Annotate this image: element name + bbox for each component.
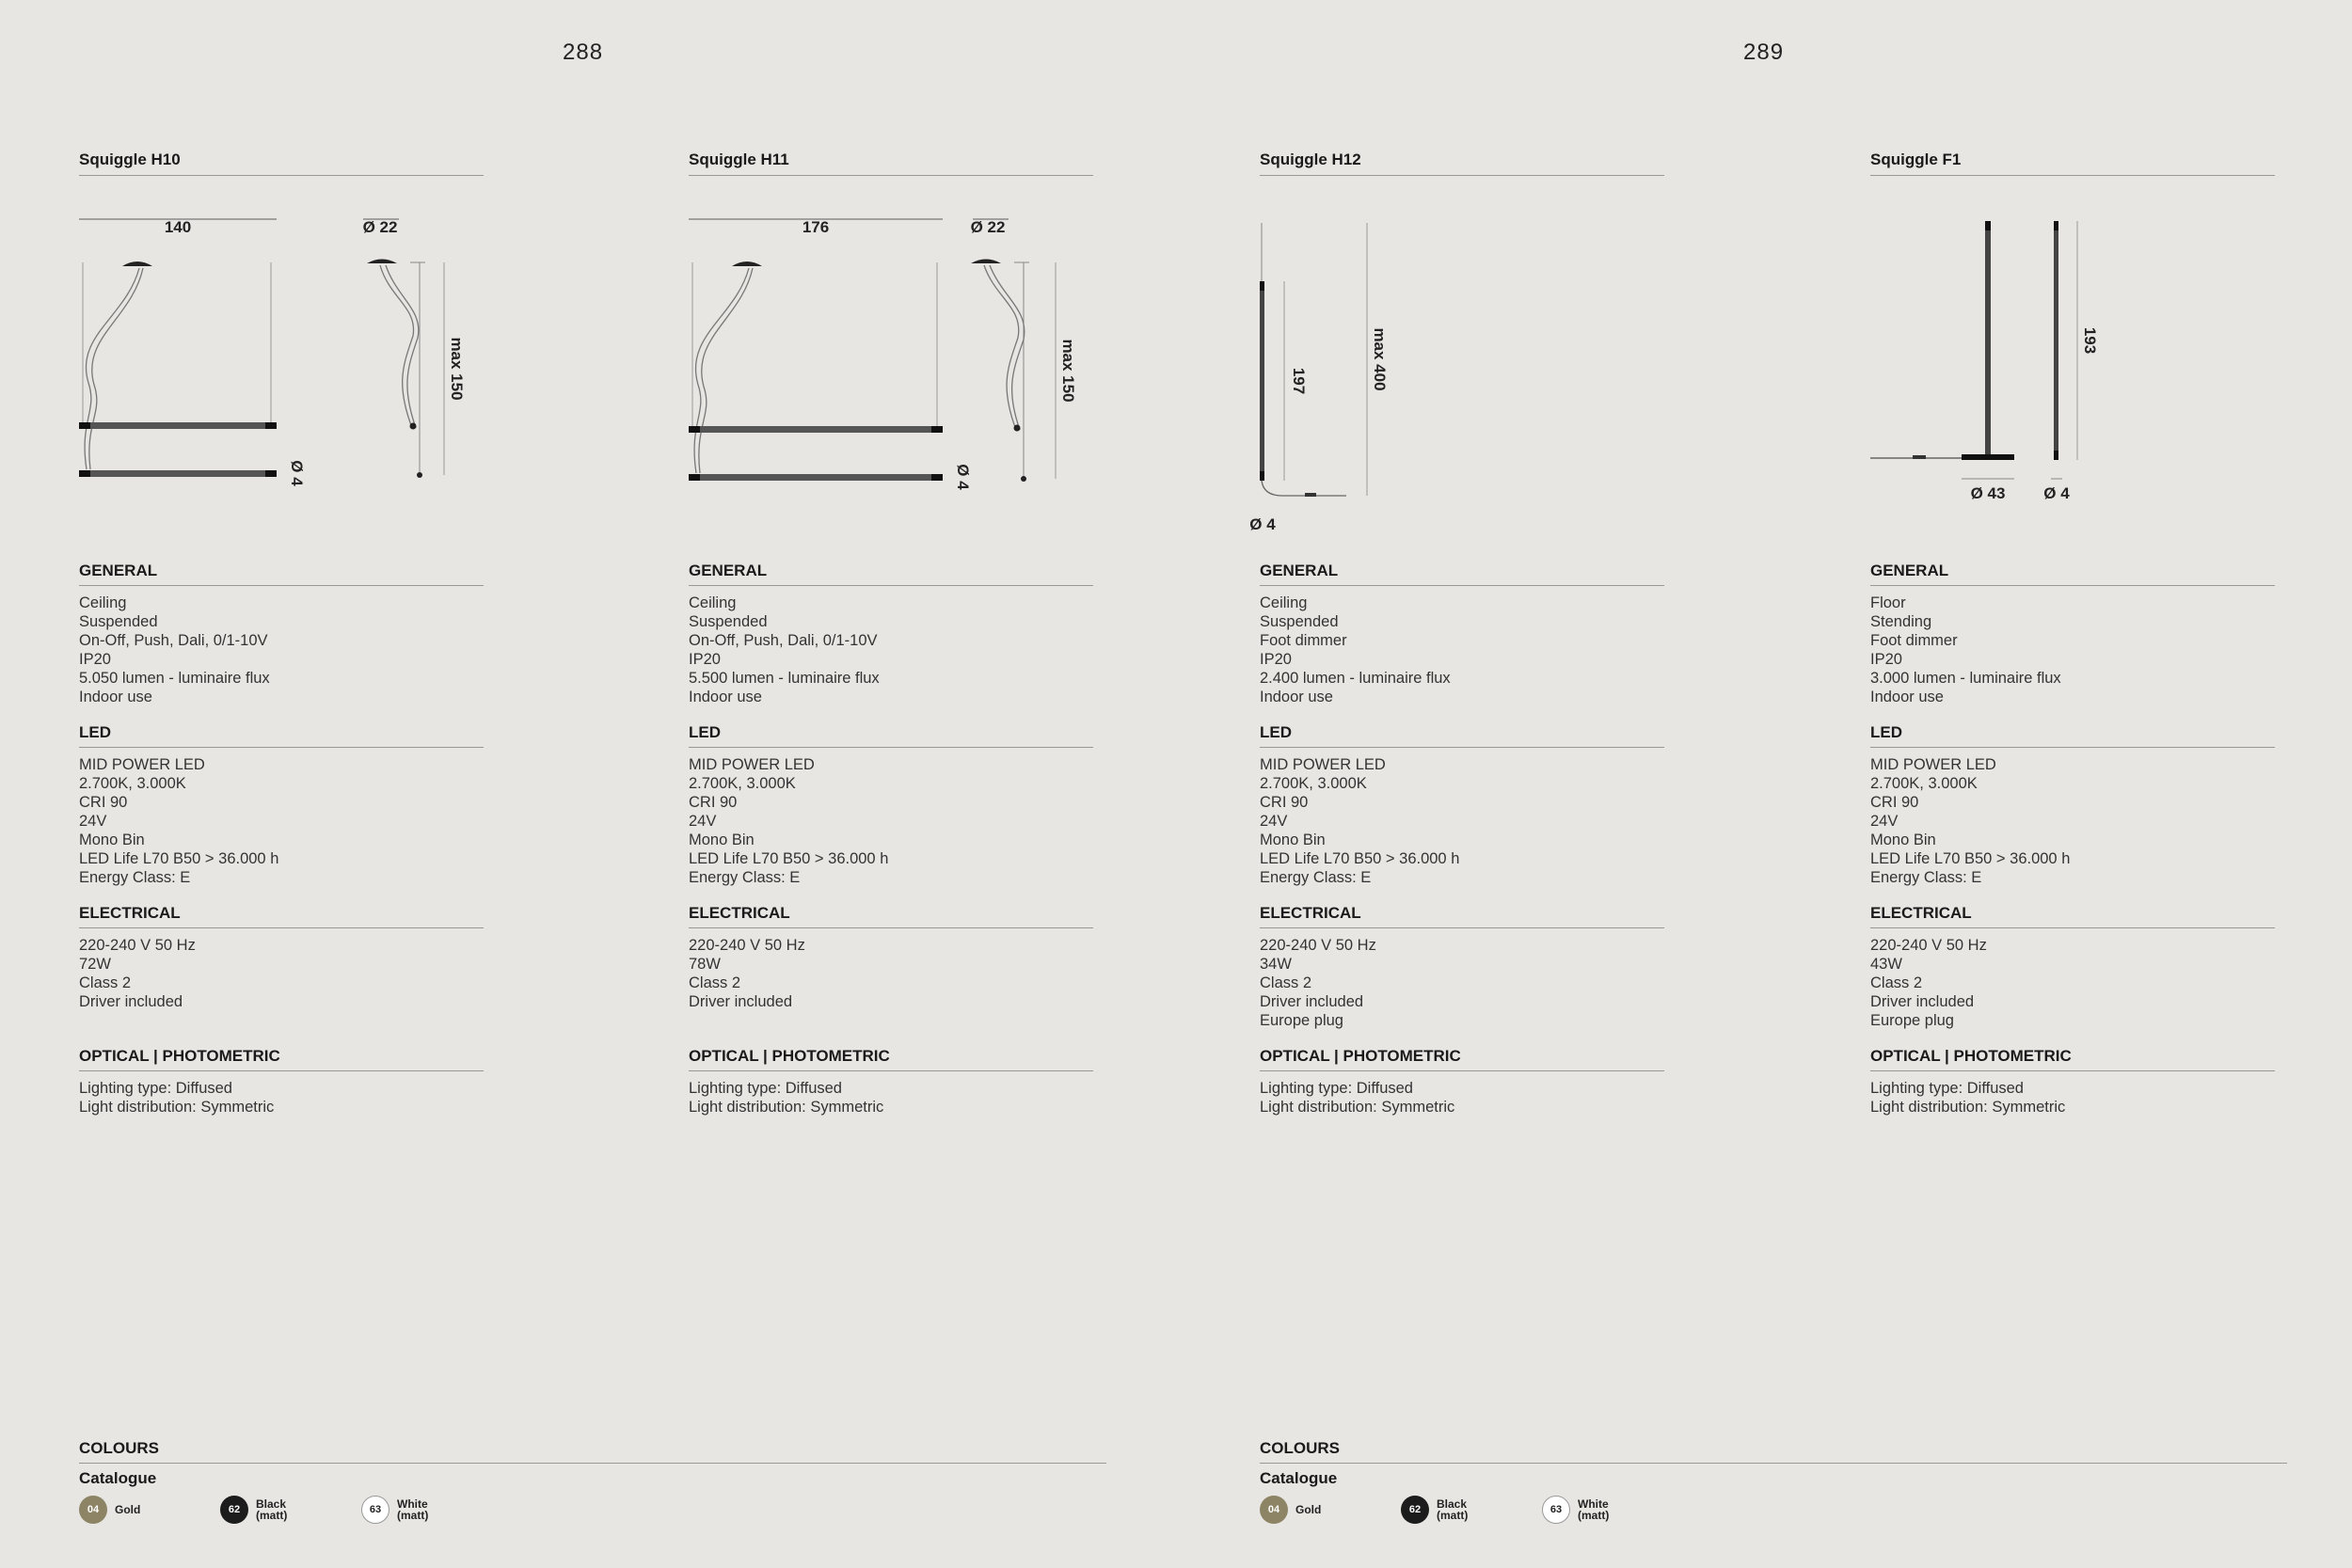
spec-line: Class 2 (689, 974, 741, 991)
section-optical (79, 1047, 484, 1117)
section-heading: GENERAL (689, 562, 1093, 586)
section-heading: OPTICAL | PHOTOMETRIC (1870, 1047, 2275, 1071)
spec-line: MID POWER LED (1870, 756, 1996, 773)
section-heading: GENERAL (1260, 562, 1664, 586)
colour-swatches (1260, 1496, 2287, 1524)
spec-line: Mono Bin (1260, 832, 1326, 848)
section-optical (689, 1047, 1093, 1117)
spec-line: 24V (1870, 813, 1899, 830)
tube-diameter: Ø 4 (2043, 484, 2070, 502)
spec-line: Ceiling (1260, 594, 1308, 611)
spec-line: CRI 90 (1260, 794, 1309, 811)
canopy-diameter: Ø 22 (970, 218, 1006, 236)
product-column (79, 150, 484, 1133)
section-led (1870, 723, 2275, 887)
spec-line: Suspended (689, 613, 768, 630)
colours-section (79, 1439, 1106, 1524)
spec-line: Driver included (79, 993, 183, 1010)
spec-line: IP20 (79, 651, 111, 668)
spec-line: Driver included (1870, 993, 1975, 1010)
spec-line: 220-240 V 50 Hz (79, 937, 196, 954)
section-general (1870, 562, 2275, 706)
spec-line: 72W (79, 956, 111, 973)
technical-drawing (1249, 176, 1664, 562)
section-heading: GENERAL (79, 562, 484, 586)
spec-line: Lighting type: Diffused (79, 1080, 232, 1097)
spec-line: Light distribution: Symmetric (1870, 1099, 2066, 1116)
tube-diameter: Ø 4 (288, 460, 306, 486)
spec-line: 2.700K, 3.000K (1870, 775, 1978, 792)
spec-line: LED Life L70 B50 > 36.000 h (1870, 850, 2071, 867)
dimension-drawing-h10 (79, 176, 484, 562)
spec-line: Driver included (689, 993, 793, 1010)
section-electrical (1260, 904, 1664, 1030)
technical-drawing (1870, 176, 2275, 562)
section-heading: ELECTRICAL (1870, 904, 2275, 928)
swatch-label: Black (matt) (256, 1497, 288, 1522)
spec-line: Lighting type: Diffused (1260, 1080, 1413, 1097)
section-heading: LED (1260, 723, 1664, 748)
spec-line: Indoor use (689, 689, 762, 705)
spec-line: Lighting type: Diffused (1870, 1080, 2024, 1097)
swatch-dot: 63 (361, 1496, 389, 1524)
spec-line: CRI 90 (1870, 794, 1919, 811)
section-heading: LED (79, 723, 484, 748)
spec-line: Floor (1870, 594, 1906, 611)
swatch-white (1542, 1496, 1683, 1524)
spec-line: Light distribution: Symmetric (689, 1099, 884, 1116)
swatch-dot: 62 (1401, 1496, 1429, 1524)
colours-heading: COLOURS (79, 1439, 1106, 1464)
spec-line: 24V (1260, 813, 1288, 830)
spec-line: 24V (689, 813, 717, 830)
swatch-label: White (matt) (397, 1497, 429, 1522)
swatch-dot: 63 (1542, 1496, 1570, 1524)
section-heading: GENERAL (1870, 562, 2275, 586)
technical-drawing (79, 176, 484, 562)
spec-line: IP20 (1260, 651, 1292, 668)
spec-line: MID POWER LED (79, 756, 205, 773)
spec-line: MID POWER LED (1260, 756, 1386, 773)
swatch-dot: 62 (220, 1496, 248, 1524)
dimension-drawing-f1 (1870, 176, 2275, 562)
section-heading: ELECTRICAL (689, 904, 1093, 928)
spec-line: Mono Bin (689, 832, 755, 848)
dimension-drawing-h11 (689, 176, 1093, 562)
swatch-label: Black (matt) (1437, 1497, 1469, 1522)
section-optical (1870, 1047, 2275, 1117)
spec-line: 5.050 lumen - luminaire flux (79, 670, 270, 687)
colours-section (1260, 1439, 2287, 1524)
section-led (79, 723, 484, 887)
height-dimension: max 150 (1059, 339, 1077, 403)
colours-heading: COLOURS (1260, 1439, 2287, 1464)
base-diameter: Ø 43 (1970, 484, 2006, 502)
section-heading: LED (689, 723, 1093, 748)
product-column (1249, 150, 1664, 1133)
spec-line: IP20 (689, 651, 721, 668)
technical-drawing (689, 176, 1093, 562)
spec-line: Ceiling (689, 594, 737, 611)
spec-line: 2.700K, 3.000K (689, 775, 796, 792)
spec-line: Class 2 (1870, 974, 1923, 991)
spec-line: Class 2 (1260, 974, 1312, 991)
section-optical (1260, 1047, 1664, 1117)
section-general (689, 562, 1093, 706)
spec-line: On-Off, Push, Dali, 0/1-10V (79, 632, 268, 649)
swatch-gold (79, 1496, 220, 1524)
spec-line: 2.400 lumen - luminaire flux (1260, 670, 1451, 687)
swatch-label: White (matt) (1578, 1497, 1610, 1522)
spec-line: Energy Class: E (689, 869, 801, 886)
section-heading: OPTICAL | PHOTOMETRIC (689, 1047, 1093, 1071)
swatch-gold (1260, 1496, 1401, 1524)
swatch-dot: 04 (1260, 1496, 1288, 1524)
spec-line: Light distribution: Symmetric (79, 1099, 275, 1116)
canopy-diameter: Ø 22 (362, 218, 398, 236)
product-title: Squiggle H11 (689, 150, 1093, 176)
spec-line: 220-240 V 50 Hz (1870, 937, 1987, 954)
height-dimension: 193 (2081, 326, 2099, 355)
width-dimension: 176 (802, 218, 830, 236)
spec-line: Suspended (79, 613, 158, 630)
spec-line: Mono Bin (79, 832, 145, 848)
spec-line: LED Life L70 B50 > 36.000 h (1260, 850, 1460, 867)
spec-line: Energy Class: E (79, 869, 191, 886)
spec-line: 34W (1260, 956, 1292, 973)
height-dimension: max 400 (1371, 327, 1389, 391)
spec-line: Suspended (1260, 613, 1339, 630)
spec-line: 2.700K, 3.000K (79, 775, 186, 792)
spec-line: CRI 90 (79, 794, 128, 811)
section-general (1260, 562, 1664, 706)
spec-line: Mono Bin (1870, 832, 1936, 848)
catalogue-label: Catalogue (79, 1469, 157, 1487)
swatch-black (1401, 1496, 1542, 1524)
tube-diameter: Ø 4 (1249, 515, 1276, 533)
spec-line: Foot dimmer (1870, 632, 1958, 649)
spec-line: Light distribution: Symmetric (1260, 1099, 1455, 1116)
section-heading: OPTICAL | PHOTOMETRIC (79, 1047, 484, 1071)
section-heading: OPTICAL | PHOTOMETRIC (1260, 1047, 1664, 1071)
swatch-label: Gold (115, 1503, 141, 1516)
spec-line: Indoor use (1260, 689, 1333, 705)
colour-swatches (79, 1496, 1106, 1524)
spec-line: Lighting type: Diffused (689, 1080, 842, 1097)
product-title: Squiggle H10 (79, 150, 484, 176)
catalogue-label: Catalogue (1260, 1469, 1338, 1487)
spec-line: Energy Class: E (1260, 869, 1372, 886)
swatch-white (361, 1496, 502, 1524)
height-dimension: max 150 (448, 337, 466, 401)
tube-diameter: Ø 4 (954, 464, 972, 490)
swatch-black (220, 1496, 361, 1524)
spec-line: 2.700K, 3.000K (1260, 775, 1367, 792)
width-dimension: 140 (164, 218, 192, 236)
page-number-right: 289 (1743, 40, 1785, 65)
spec-line: 220-240 V 50 Hz (689, 937, 805, 954)
section-led (1260, 723, 1664, 887)
spec-line: Stending (1870, 613, 1932, 630)
spec-line: Europe plug (1260, 1012, 1343, 1029)
spec-line: 220-240 V 50 Hz (1260, 937, 1376, 954)
product-column (689, 150, 1093, 1133)
product-title: Squiggle F1 (1870, 150, 2275, 176)
spec-line: Europe plug (1870, 1012, 1954, 1029)
dimension-drawing-h12 (1249, 176, 1664, 562)
spec-line: On-Off, Push, Dali, 0/1-10V (689, 632, 878, 649)
section-heading: ELECTRICAL (1260, 904, 1664, 928)
section-heading: LED (1870, 723, 2275, 748)
product-column (1870, 150, 2275, 1133)
spec-line: IP20 (1870, 651, 1902, 668)
spec-line: Indoor use (1870, 689, 1944, 705)
spec-line: 5.500 lumen - luminaire flux (689, 670, 880, 687)
swatch-label: Gold (1295, 1503, 1322, 1516)
section-electrical (79, 904, 484, 1030)
section-electrical (1870, 904, 2275, 1030)
spec-line: MID POWER LED (689, 756, 815, 773)
spec-line: Driver included (1260, 993, 1364, 1010)
spec-line: Foot dimmer (1260, 632, 1347, 649)
spec-line: 3.000 lumen - luminaire flux (1870, 670, 2061, 687)
spec-line: 24V (79, 813, 107, 830)
spec-line: Energy Class: E (1870, 869, 1982, 886)
spec-line: 43W (1870, 956, 1902, 973)
spec-line: Class 2 (79, 974, 132, 991)
spec-line: Ceiling (79, 594, 127, 611)
spec-line: Indoor use (79, 689, 152, 705)
section-heading: ELECTRICAL (79, 904, 484, 928)
spec-line: 78W (689, 956, 721, 973)
product-title: Squiggle H12 (1260, 150, 1664, 176)
spec-line: LED Life L70 B50 > 36.000 h (79, 850, 279, 867)
length-dimension: 197 (1290, 367, 1308, 395)
page-number-left: 288 (563, 40, 604, 65)
spec-line: CRI 90 (689, 794, 738, 811)
section-electrical (689, 904, 1093, 1030)
spec-line: LED Life L70 B50 > 36.000 h (689, 850, 889, 867)
section-led (689, 723, 1093, 887)
swatch-dot: 04 (79, 1496, 107, 1524)
section-general (79, 562, 484, 706)
